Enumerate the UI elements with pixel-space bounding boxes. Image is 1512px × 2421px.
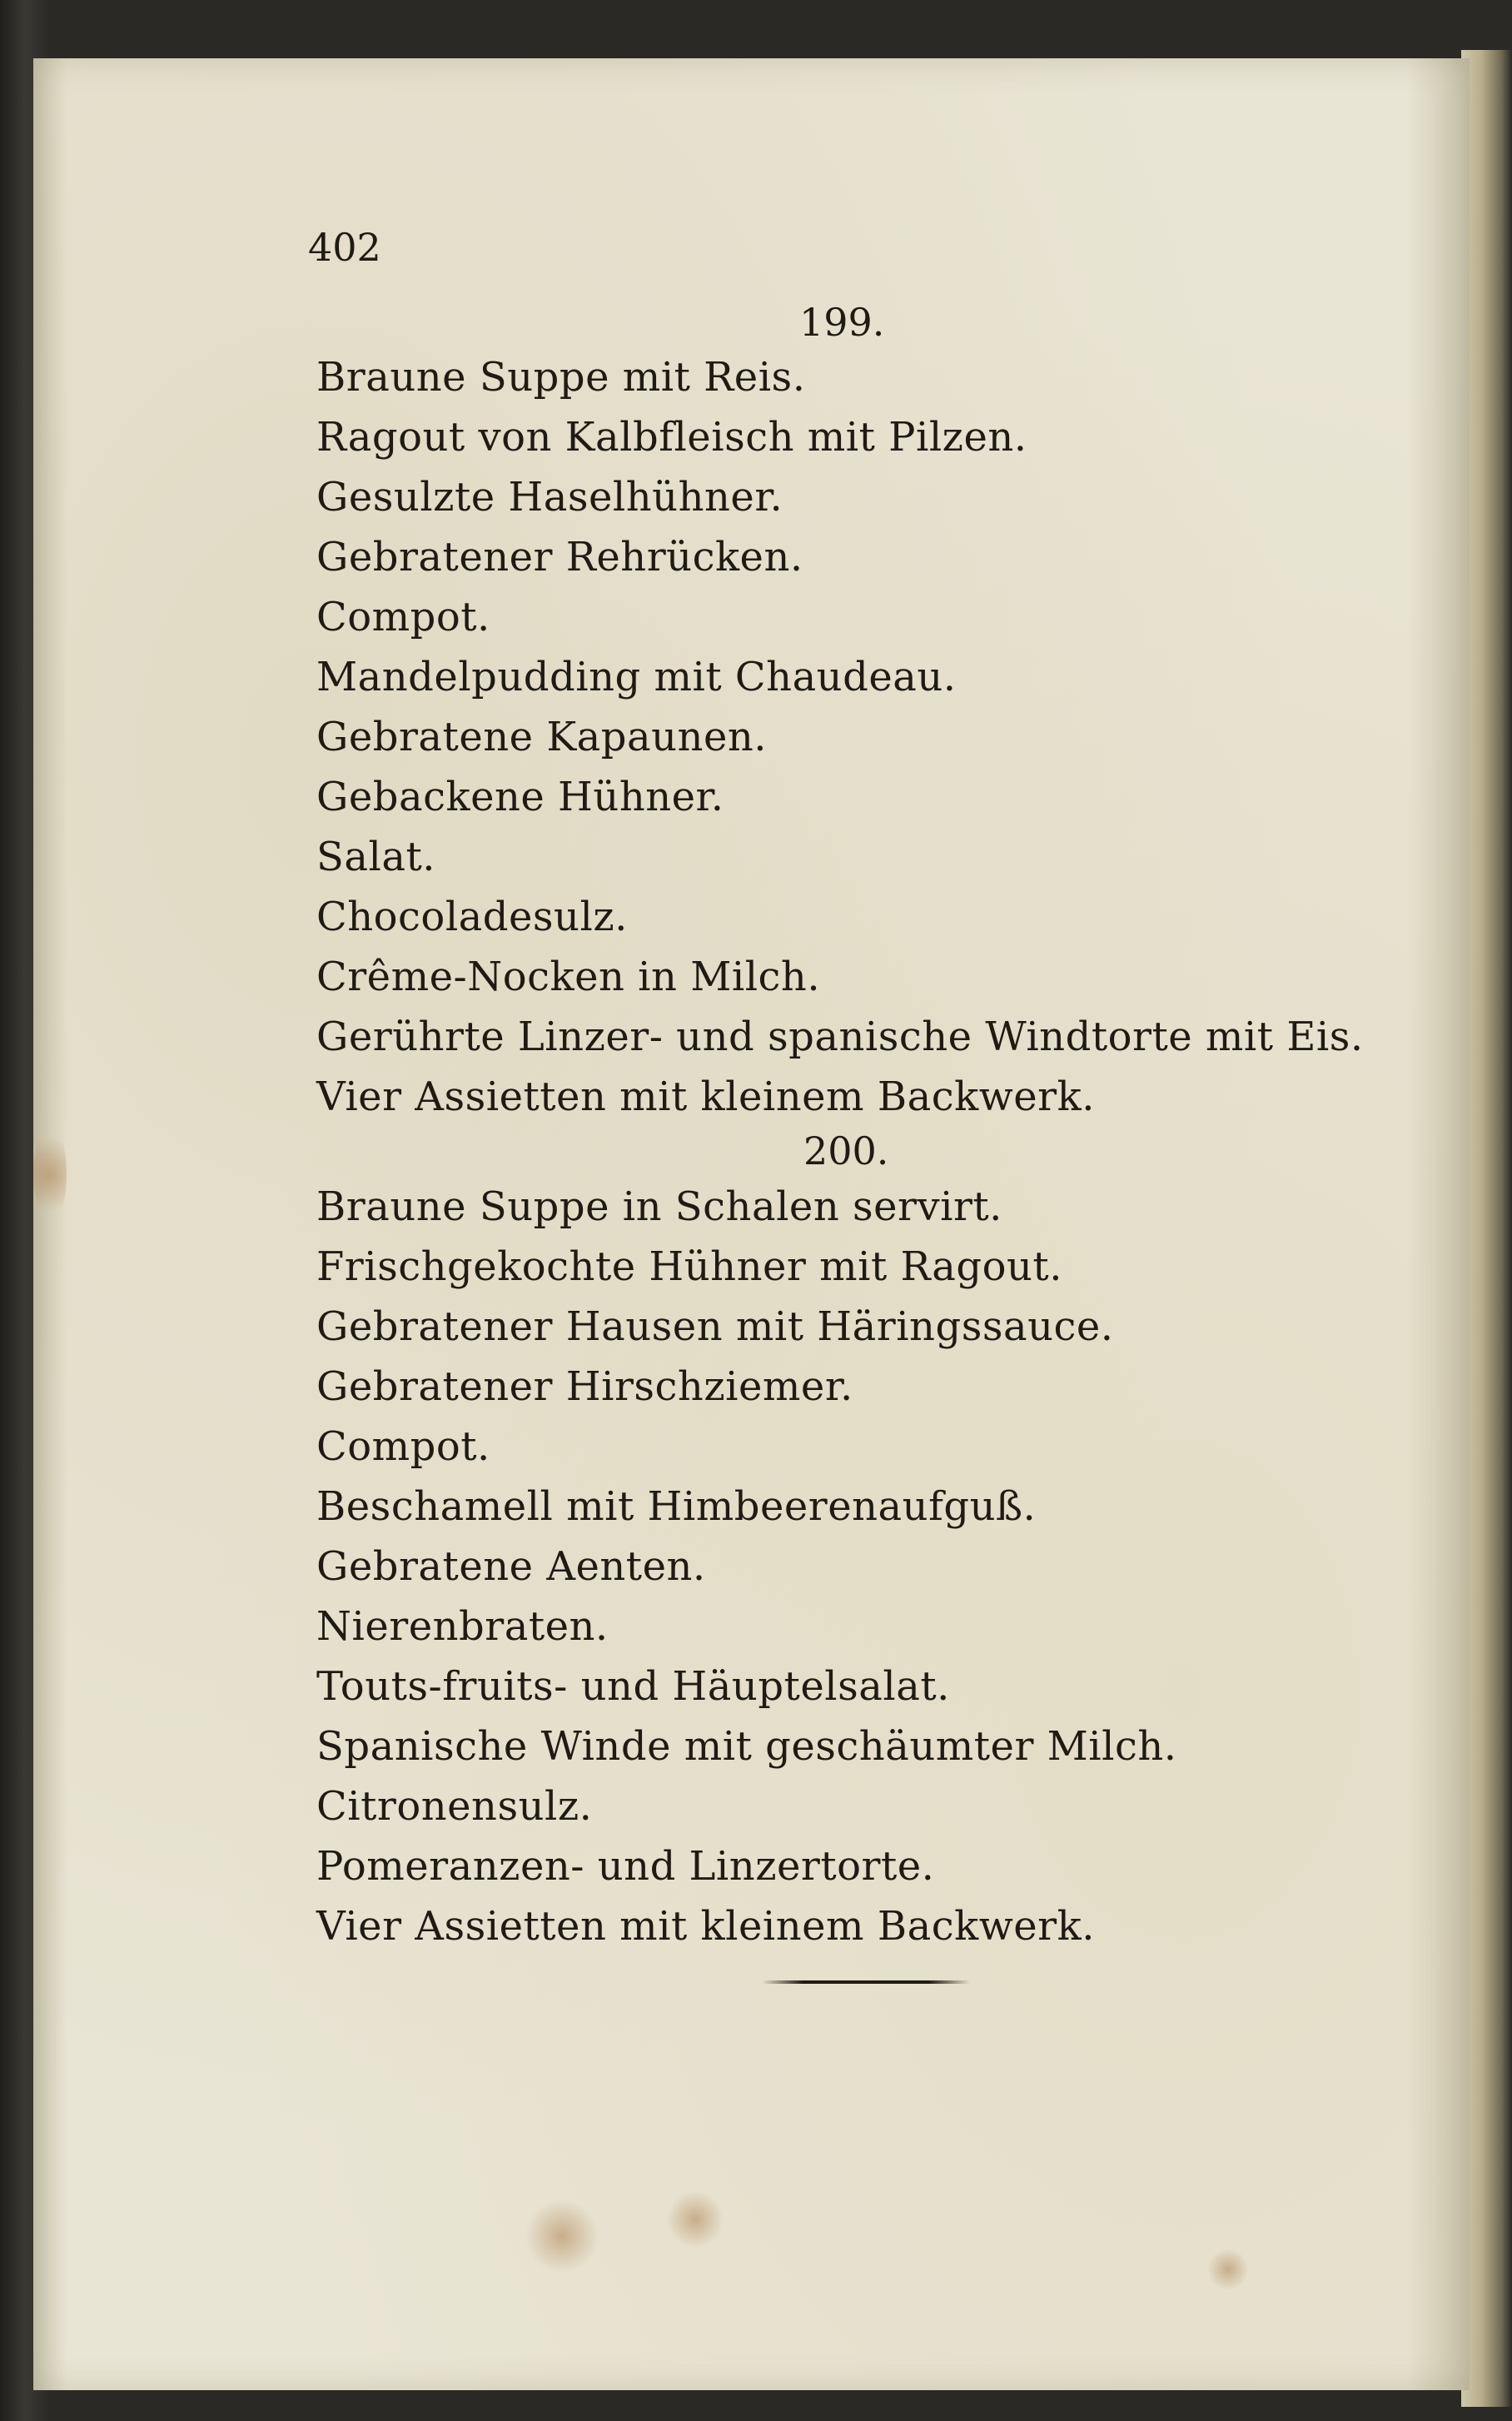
- section-divider-rule: [762, 1980, 970, 1984]
- dish-line: Crême-Nocken in Milch.: [316, 954, 821, 1000]
- foxing-stain: [666, 2190, 724, 2249]
- dish-line: Vier Assietten mit kleinem Backwerk.: [316, 1903, 1095, 1950]
- dish-line: Compot.: [316, 1423, 490, 1470]
- menu-number-200: 200.: [803, 1128, 889, 1173]
- dish-line: Salat.: [316, 834, 436, 880]
- dish-line: Gebratener Rehrücken.: [316, 534, 803, 580]
- dish-line: Spanische Winde mit geschäumter Milch.: [316, 1723, 1177, 1770]
- dish-line: Gesulzte Haselhühner.: [316, 474, 783, 521]
- dish-line: Beschamell mit Himbeerenaufguß.: [316, 1483, 1037, 1530]
- dish-line: Braune Suppe mit Reis.: [316, 354, 806, 401]
- foxing-stain: [1207, 2249, 1249, 2290]
- dish-line: Pomeranzen- und Linzertorte.: [316, 1843, 935, 1890]
- dish-line: Ragout von Kalbfleisch mit Pilzen.: [316, 414, 1027, 461]
- dish-line: Gebratener Hirschziemer.: [316, 1363, 853, 1410]
- dish-line: Mandelpudding mit Chaudeau.: [316, 654, 957, 700]
- dish-line: Vier Assietten mit kleinem Backwerk.: [316, 1074, 1095, 1120]
- dish-line: Frischgekochte Hühner mit Ragout.: [316, 1243, 1062, 1290]
- menu-number-199: 199.: [799, 300, 885, 345]
- dish-line: Gerührte Linzer- und spanische Windtorte mit Eis.: [316, 1014, 1364, 1060]
- page-number: 402: [308, 225, 381, 270]
- dish-line: Nierenbraten.: [316, 1603, 609, 1650]
- dish-line: Gebratene Kapaunen.: [316, 714, 768, 760]
- dish-line: Chocoladesulz.: [316, 894, 628, 940]
- foxing-stain: [33, 1124, 67, 1224]
- dish-line: Gebratener Hausen mit Häringssauce.: [316, 1303, 1114, 1350]
- dish-line: Touts-fruits- und Häuptelsalat.: [316, 1663, 950, 1710]
- foxing-stain: [525, 2199, 599, 2274]
- dish-line: Gebackene Hühner.: [316, 774, 724, 820]
- dish-line: Citronensulz.: [316, 1783, 593, 1830]
- dish-line: Braune Suppe in Schalen servirt.: [316, 1183, 1002, 1230]
- dish-line: Gebratene Aenten.: [316, 1543, 706, 1590]
- dish-line: Compot.: [316, 594, 490, 640]
